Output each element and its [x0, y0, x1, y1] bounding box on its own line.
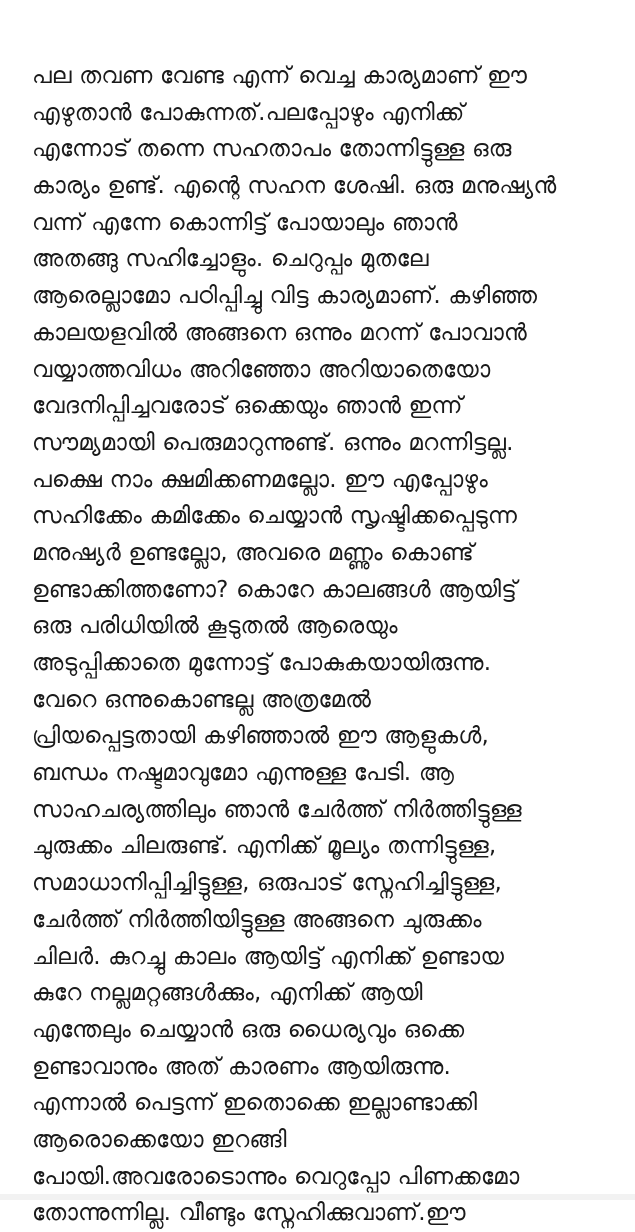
text-line: കാര്യം ഉണ്ട്. എന്റെ സഹന ശേഷി. ഒരു മനുഷ്യൻ	[32, 173, 557, 200]
text-line: കാലയളവിൽ അങ്ങനെ ഒന്നും മറന്ന് പോവാൻ	[32, 319, 527, 346]
text-line: പോയി.അവരോടൊന്നും വെറുപ്പോ പിണക്കമോ	[32, 1163, 520, 1190]
text-line: ബന്ധം നഷ്ടമാവുമോ എന്നുള്ള പേടി. ആ	[32, 760, 455, 787]
text-line: അതങ്ങു സഹിച്ചോളും. ചെറുപ്പം മുതലേ	[32, 246, 429, 273]
text-line: ചേർത്ത് നിർത്തിയിട്ടുള്ള അങ്ങനെ ചുരുക്കം	[32, 906, 482, 933]
text-line: വയ്യാത്തവിധം അറിഞ്ഞോ അറിയാതെയോ	[32, 356, 491, 383]
text-line: എഴുതാൻ പോകുന്നത്.പലപ്പോഴും എനിക്ക്	[32, 99, 465, 126]
text-line: സമാധാനിപ്പിച്ചിട്ടുള്ള, ഒരുപാട് സ്നേഹിച്ചിട്ടുള്ള,	[32, 870, 502, 897]
text-line: പ്രിയപ്പെട്ടതായി കഴിഞ്ഞാൽ ഈ ആളുകൾ,	[32, 723, 490, 750]
text-line: സാഹചര്യത്തിലും ഞാൻ ചേർത്ത് നിർത്തിട്ടുള്ള	[32, 796, 522, 823]
text-line: ഉണ്ടാക്കിത്തണോ? കൊറേ കാലങ്ങൾ ആയിട്ട്	[32, 576, 517, 603]
text-line: ഒരു പരിധിയിൽ കൂടുതൽ ആരെയും	[32, 613, 398, 640]
text-line: പല തവണ വേണ്ട എന്ന് വെച്ച കാര്യമാണ് ഈ	[32, 63, 528, 89]
text-line: എന്തേലും ചെയ്യാൻ ഒരു ധൈര്യവും ഒക്കെ	[32, 1016, 465, 1043]
text-line: കുറേ നല്ലമറ്റങ്ങൾക്കും, എനിക്ക് ആയി	[32, 980, 423, 1007]
bottom-edge	[0, 1194, 635, 1200]
text-line: എന്നാൽ പെട്ടന്ന് ഇതൊക്കെ ഇല്ലാണ്ടാക്കി	[32, 1090, 478, 1117]
text-line: ആരൊക്കെയോ ഇറങ്ങി	[32, 1126, 287, 1153]
body-text	[32, 58, 615, 1232]
text-line: ഉണ്ടാവാനും അത് കാരണം ആയിരുന്നു.	[32, 1053, 452, 1080]
text-line: ചുരുക്കം ചിലരുണ്ട്. എനിക്ക് മൂല്യം തന്നിട്ടുള്ള,	[32, 833, 497, 860]
text-line: വേറെ ഒന്നുകൊണ്ടല്ല അത്രമേൽ	[32, 686, 372, 713]
text-line: മനുഷ്യർ ഉണ്ടല്ലോ, അവരെ മണ്ണും കൊണ്ട്	[32, 539, 474, 566]
text-line: ആരെല്ലാമോ പഠിപ്പിച്ചു വിട്ട കാര്യമാണ്. കഴിഞ്ഞ	[32, 283, 538, 310]
text-line: അടുപ്പിക്കാതെ മുന്നോട്ട് പോകുകയായിരുന്നു.	[32, 650, 492, 676]
text-line: വന്ന് എന്നേ കൊന്നിട്ട് പോയാലും ഞാൻ	[32, 209, 458, 236]
text-line: വേദനിപ്പിച്ചവരോട് ഒക്കെയും ഞാൻ ഇന്ന്	[32, 393, 463, 420]
text-line: എന്നോട് തന്നെ സഹതാപം തോന്നിട്ടുള്ള ഒരു	[32, 136, 512, 163]
text-line: തോന്നുന്നില്ല. വീണ്ടും സ്നേഹിക്കുവാണ്.ഈ	[32, 1200, 466, 1227]
text-line: പക്ഷെ നാം ക്ഷമിക്കണമല്ലോ. ഈ എപ്പോഴും	[32, 466, 488, 493]
text-line: സൗമ്യമായി പെരുമാറുന്നുണ്ട്. ഒന്നും മറന്നിട്ടല്ല.	[32, 429, 514, 456]
text-line: ചിലർ. കുറച്ചു കാലം ആയിട്ട് എനിക്ക് ഉണ്ടായ	[32, 943, 505, 970]
text-line: സഹിക്കേം കമിക്കേം ചെയ്യാൻ സൃഷ്ടിക്കപ്പെടുന്ന	[32, 503, 518, 530]
